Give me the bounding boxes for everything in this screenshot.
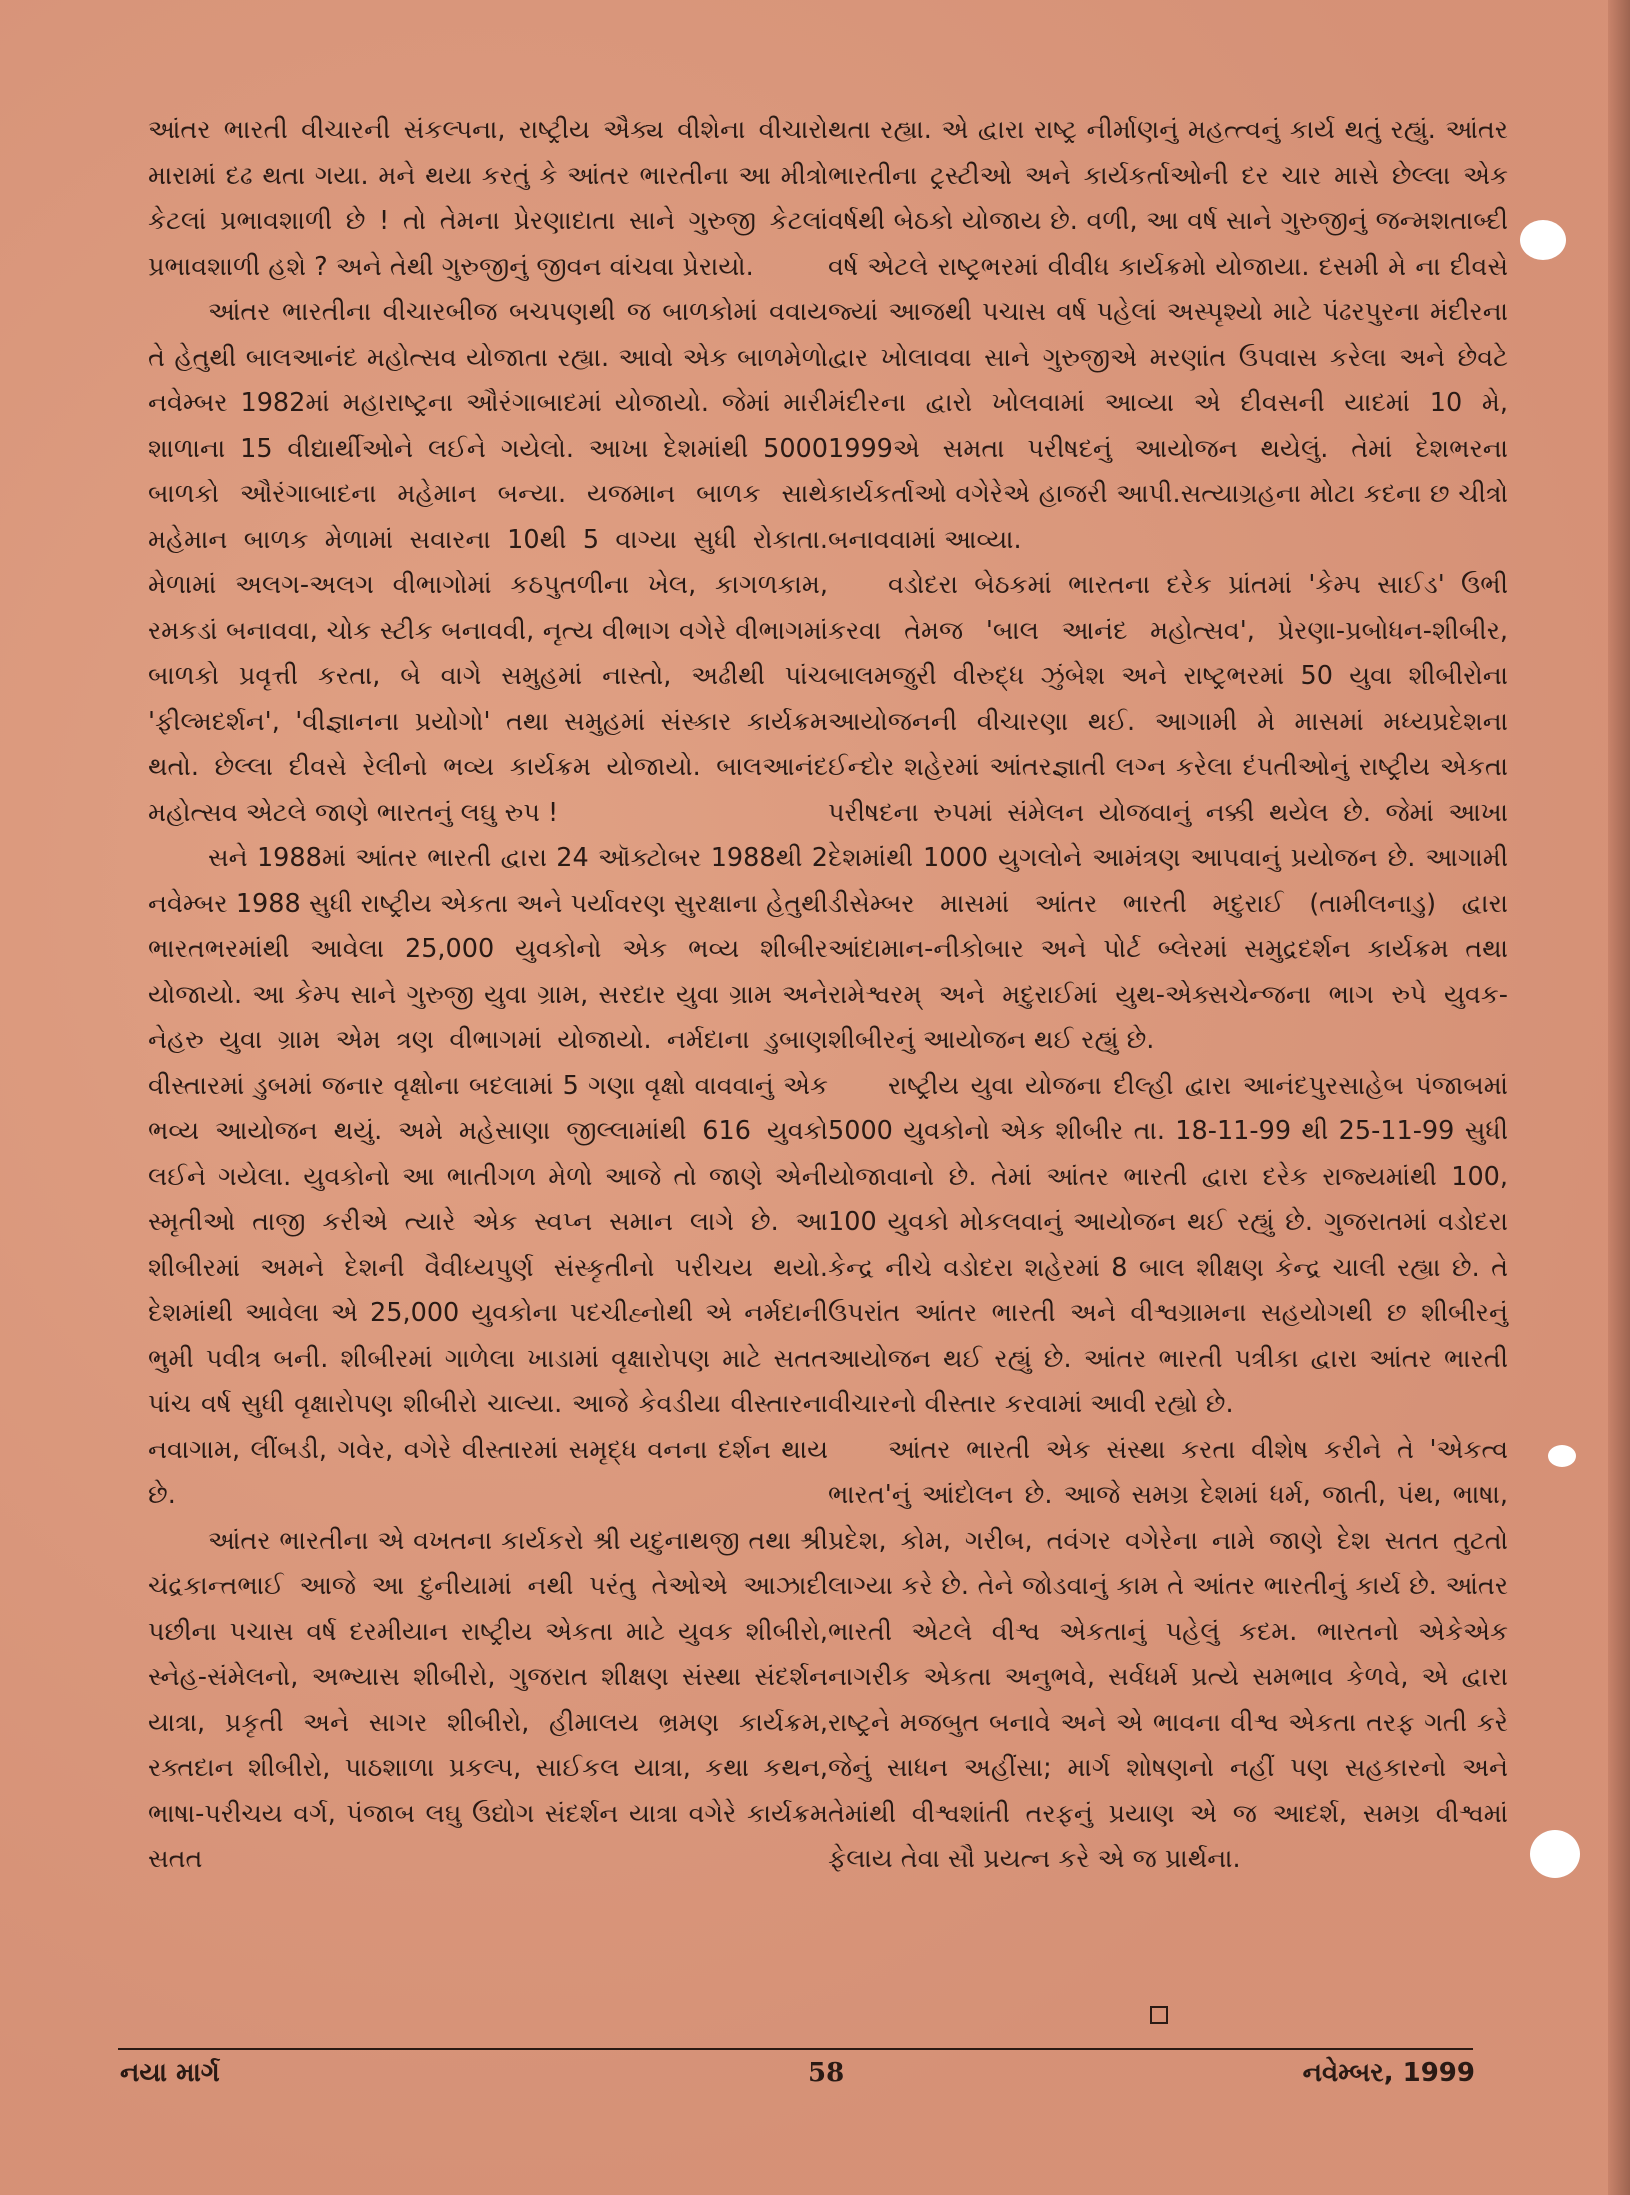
end-of-article-mark: [1150, 2004, 1168, 2024]
paper-damage-hole: [1548, 1445, 1576, 1467]
paper-damage-hole: [1530, 1830, 1580, 1878]
paragraph: વડોદરા બેઠકમાં ભારતના દરેક પ્રાંતમાં 'કેમ્પ સાઈડ' ઉભી કરવા તેમજ 'બાલ આનંદ મહોત્સવ', પ્રેરણા-પ્રબોધન-શીબીર, બાલમજુરી વીરુદ્ધ ઝુંબેશ અને રાષ્ટ્રભરમાં 50 યુવા શીબીરોના આયોજનની વીચારણા થઈ. આગામી મે માસમાં મધ્યપ્રદેશના ઈન્દોર શહેરમાં આંતરજ્ઞાતી લગ્ન કરેલા દંપતીઓનું રાષ્ટ્રીય એકતા પરીષદના રુપમાં સંમેલન યોજવાનું નક્કી થયેલ છે. જેમાં આખા દેશમાંથી 1000 યુગલોને આમંત્રણ આપવાનું પ્રયોજન છે. આગામી ડીસેમ્બર માસમાં આંતર ભારતી મદુરાઈ (તામીલનાડુ) દ્વારા આંદામાન-નીકોબાર અને પોર્ટ બ્લેરમાં સમુદ્રદર્શન કાર્યક્રમ તથા રામેશ્વરમ્ અને મદુરાઈમાં યુથ-એક્સચેન્જના ભાગ રુપે યુવક-શીબીરનું આયોજન થઈ રહ્યું છે.: [828, 570, 1508, 1055]
square-end-icon: [1150, 2006, 1168, 2024]
paragraph: આંતર ભારતીના વીચારબીજ બચપણથી જ બાળકોમાં વવાય તે હેતુથી બાલઆનંદ મહોત્સવ યોજાતા રહ્યા. આવો એક બાળમેળો નવેમ્બર 1982માં મહારાષ્ટ્રના ઔરંગાબાદમાં યોજાયો. જેમાં મારી શાળાના 15 વીદ્યાર્થીઓને લઈને ગયેલો. આખા દેશમાંથી 5000 બાળકો ઔરંગાબાદના મહેમાન બન્યા. યજમાન બાળક સાથે મહેમાન બાળક મેળામાં સવારના 10થી 5 વાગ્યા સુધી રોકાતા. મેળામાં અલગ-અલગ વીભાગોમાં કઠપુતળીના ખેલ, કાગળકામ, રમકડાં બનાવવા, ચોક સ્ટીક બનાવવી, નૃત્ય વીભાગ વગેરે વીભાગમાં બાળકો પ્રવૃત્તી કરતા, બે વાગે સમુહમાં નાસ્તો, અઢીથી પાંચ 'ફીલ્મદર્શન', 'વીજ્ઞાનના પ્રયોગો' તથા સમુહમાં સંસ્કાર કાર્યક્રમ થતો. છેલ્લા દીવસે રેલીનો ભવ્ય કાર્યક્રમ યોજાયો. બાલઆનંદ મહોત્સવ એટલે જાણે ભારતનું લઘુ રુપ !: [148, 297, 828, 828]
issue-date: નવેમ્બર, 1999: [1302, 2058, 1475, 2088]
paragraph: આંતર ભારતીના એ વખતના કાર્યકરો શ્રી યદુનાથજી તથા શ્રી ચંદ્રકાન્તભાઈ આજે આ દુનીયામાં નથી પરંતુ તેઓએ આઝાદી પછીના પચાસ વર્ષ દરમીયાન રાષ્ટ્રીય એકતા માટે યુવક શીબીરો, સ્નેહ-સંમેલનો, અભ્યાસ શીબીરો, ગુજરાત શીક્ષણ સંસ્થા સંદર્શન યાત્રા, પ્રકૃતી અને સાગર શીબીરો, હીમાલય ભ્રમણ કાર્યક્રમ, રક્તદાન શીબીરો, પાઠશાળા પ્રકલ્પ, સાઈકલ યાત્રા, કથા કથન, ભાષા-પરીચય વર્ગ, પંજાબ લઘુ ઉદ્યોગ સંદર્શન યાત્રા વગેરે કાર્યક્રમ સતત: [148, 1525, 828, 1874]
paragraph: રાષ્ટ્રીય યુવા યોજના દીલ્હી દ્વારા આનંદપુરસાહેબ પંજાબમાં 5000 યુવકોનો એક શીબીર તા. 18-11-99 થી 25-11-99 સુધી યોજાવાનો છે. તેમાં આંતર ભારતી દ્વારા દરેક રાજ્યમાંથી 100, 100 યુવકો મોકલવાનું આયોજન થઈ રહ્યું છે. ગુજરાતમાં વડોદરા કેન્દ્ર નીચે વડોદરા શહેરમાં 8 બાલ શીક્ષણ કેન્દ્ર ચાલી રહ્યા છે. તે ઉપરાંત આંતર ભારતી અને વીશ્વગ્રામના સહયોગથી છ શીબીરનું આયોજન થઈ રહ્યું છે. આંતર ભારતી પત્રીકા દ્વારા આંતર ભારતી વીચારનો વીસ્તાર કરવામાં આવી રહ્યો છે.: [828, 1070, 1508, 1419]
paragraph: થતા રહ્યા. એ દ્વારા રાષ્ટ્ર નીર્માણનું મહત્ત્વનું કાર્ય થતું રહ્યું. આંતર ભારતીના ટ્રસ્ટીઓ અને કાર્યકર્તાઓની દર ચાર માસે છેલ્લા એક વર્ષથી બેઠકો યોજાય છે. વળી, આ વર્ષ સાને ગુરુજીનું જન્મશતાબ્દી વર્ષ એટલે રાષ્ટ્રભરમાં વીવીધ કાર્યક્રમો યોજાયા. દસમી મે ના દીવસે જ્યાં આજથી પચાસ વર્ષ પહેલાં અસ્પૃશ્યો માટે પંઢરપુરના મંદીરના દ્વાર ખોલાવવા સાને ગુરુજીએ મરણાંત ઉપવાસ કરેલા અને છેવટે મંદીરના દ્વારો ખોલવામાં આવ્યા એ દીવસની યાદમાં 10 મે, 1999એ સમતા પરીષદનું આયોજન થયેલું. તેમાં દેશભરના કાર્યકર્તાઓ વગેરેએ હાજરી આપી.સત્યાગ્રહના મોટા કદના છ ચીત્રો બનાવવામાં આવ્યા.: [828, 115, 1508, 555]
paragraph: આંતર ભારતી વીચારની સંકલ્પના, રાષ્ટ્રીય ઐક્ય વીશેના વીચારો મારામાં દઢ થતા ગયા. મને થયા કરતું કે આંતર ભારતીના આ મીત્રો કેટલાં પ્રભાવશાળી છે ! તો તેમના પ્રેરણાદાતા સાને ગુરુજી કેટલાં પ્રભાવશાળી હશે ? અને તેથી ગુરુજીનું જીવન વાંચવા પ્રેરાયો.: [148, 115, 828, 282]
footer-divider: [118, 2048, 1473, 2050]
page-edge-shadow: [1608, 0, 1630, 2195]
right-text-column: [828, 108, 1508, 1883]
publication-name: નયા માર્ગ: [120, 2058, 220, 2088]
paragraph: આંતર ભારતી એક સંસ્થા કરતા વીશેષ કરીને તે 'એકત્વ ભારત'નું આંદોલન છે. આજે સમગ્ર દેશમાં ધર્મ, જાતી, પંથ, ભાષા, પ્રદેશ, કોમ, ગરીબ, તવંગર વગેરેના નામે જાણે દેશ સતત તુટતો લાગ્યા કરે છે. તેને જોડવાનું કામ તે આંતર ભારતીનું કાર્ય છે. આંતર ભારતી એટલે વીશ્વ એકતાનું પહેલું કદમ. ભારતનો એકેએક નાગરીક એકતા અનુભવે, સર્વધર્મ પ્રત્યે સમભાવ કેળવે, એ દ્વારા રાષ્ટ્રને મજબુત બનાવે અને એ ભાવના વીશ્વ એકતા તરફ ગતી કરે જેનું સાધન અહીંસા; માર્ગ શોષણનો નહીં પણ સહકારનો અને તેમાંથી વીશ્વશાંતી તરફનું પ્રયાણ એ જ આદર્શ, સમગ્ર વીશ્વમાં ફેલાય તેવા સૌ પ્રયત્ન કરે એ જ પ્રાર્થના.: [828, 1434, 1508, 1874]
page-number: 58: [808, 2058, 845, 2088]
left-text-column: [148, 108, 828, 1883]
paper-damage-hole: [1520, 220, 1566, 260]
paragraph: સને 1988માં આંતર ભારતી દ્વારા 24 ઑક્ટોબર 1988થી 2 નવેમ્બર 1988 સુધી રાષ્ટ્રીય એકતા અને પર્યાવરણ સુરક્ષાના હેતુથી ભારતભરમાંથી આવેલા 25,000 યુવકોનો એક ભવ્ય શીબીર યોજાયો. આ કેમ્પ સાને ગુરુજી યુવા ગ્રામ, સરદાર યુવા ગ્રામ અને નેહરુ યુવા ગ્રામ એમ ત્રણ વીભાગમાં યોજાયો. નર્મદાના ડુબાણ વીસ્તારમાં ડુબમાં જનાર વૃક્ષોના બદલામાં 5 ગણા વૃક્ષો વાવવાનું એક ભવ્ય આયોજન થયું. અમે મહેસાણા જીલ્લામાંથી 616 યુવકો લઈને ગયેલા. યુવકોનો આ ભાતીગળ મેળો આજે તો જાણે એની સ્મૃતીઓ તાજી કરીએ ત્યારે એક સ્વપ્ન સમાન લાગે છે. આ શીબીરમાં અમને દેશની વૈવીધ્યપુર્ણ સંસ્કૃતીનો પરીચય થયો. દેશમાંથી આવેલા એ 25,000 યુવકોના પદચીહ્નોથી એ નર્મદાની ભુમી પવીત્ર બની. શીબીરમાં ગાળેલા ખાડામાં વૃક્ષારોપણ માટે સતત પાંચ વર્ષ સુધી વૃક્ષારોપણ શીબીરો ચાલ્યા. આજે કેવડીયા વીસ્તારના નવાગામ, લીંબડી, ગવેર, વગેરે વીસ્તારમાં સમૃદ્ધ વનના દર્શન થાય છે.: [148, 843, 828, 1510]
